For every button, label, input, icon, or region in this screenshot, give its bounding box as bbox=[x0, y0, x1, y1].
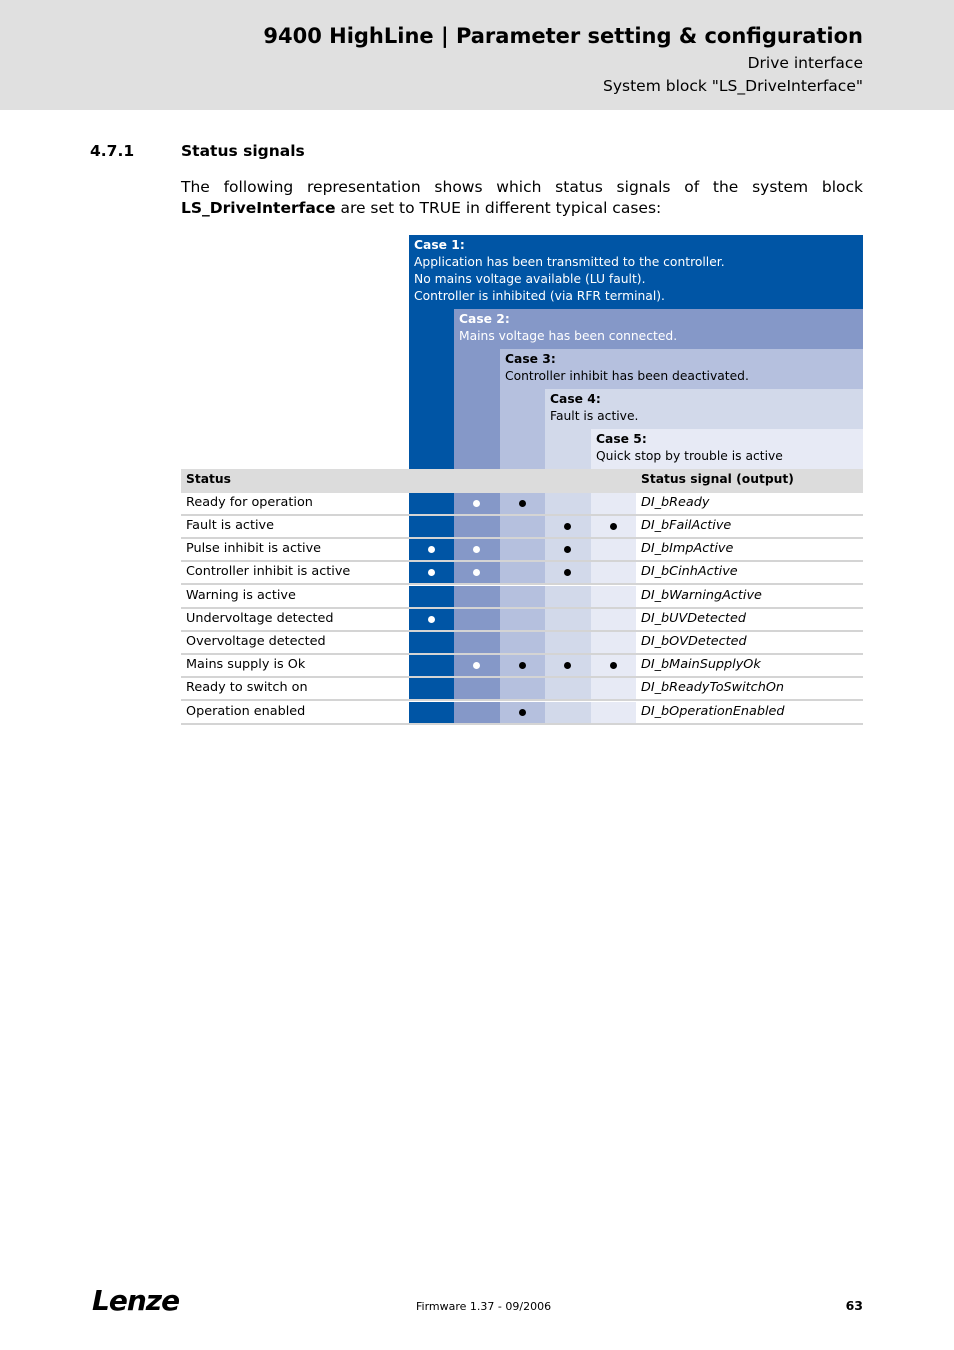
case1-cell bbox=[409, 562, 454, 583]
case2-cell bbox=[454, 678, 500, 699]
case1-cell bbox=[409, 539, 454, 560]
case3-cell bbox=[500, 678, 545, 699]
case1-cell bbox=[409, 586, 454, 607]
table-row bbox=[181, 702, 863, 725]
status-cell: Undervoltage detected bbox=[186, 611, 334, 626]
active-dot-icon bbox=[428, 546, 435, 553]
active-dot-icon bbox=[610, 662, 617, 669]
status-cell: Fault is active bbox=[186, 518, 274, 533]
table-row bbox=[181, 632, 863, 655]
signal-cell: DI_bFailActive bbox=[641, 518, 732, 533]
case5-cell bbox=[591, 586, 636, 607]
case2-cell bbox=[454, 655, 500, 676]
active-dot-icon bbox=[564, 662, 571, 669]
table-row bbox=[181, 586, 863, 609]
case4-cell bbox=[545, 562, 591, 583]
case2-cell bbox=[454, 516, 500, 537]
case1-cell bbox=[409, 655, 454, 676]
case2-cell bbox=[454, 539, 500, 560]
case2-cell bbox=[454, 586, 500, 607]
case4-cell bbox=[545, 678, 591, 699]
case5-cell bbox=[591, 493, 636, 514]
case2-box bbox=[454, 309, 863, 349]
case1-cell bbox=[409, 609, 454, 630]
case1-cell bbox=[409, 493, 454, 514]
chapter-subtitle: Drive interface bbox=[747, 54, 863, 72]
table-row bbox=[181, 493, 863, 516]
case3-cell bbox=[500, 539, 545, 560]
signal-cell: DI_bReadyToSwitchOn bbox=[641, 680, 785, 695]
case1-line1: Application has been transmitted to the controller. bbox=[414, 255, 725, 269]
case2-cell bbox=[454, 702, 500, 723]
case4-cell bbox=[545, 632, 591, 653]
case2-line1: Mains voltage has been connected. bbox=[459, 329, 678, 343]
case5-cell bbox=[591, 562, 636, 583]
case2-cell bbox=[454, 632, 500, 653]
case2-column-strip bbox=[454, 349, 500, 469]
case4-line1: Fault is active. bbox=[550, 409, 639, 423]
signal-cell: DI_bOVDetected bbox=[641, 634, 747, 649]
case3-cell bbox=[500, 702, 545, 723]
case4-cell bbox=[545, 493, 591, 514]
signal-cell: DI_bReady bbox=[641, 495, 710, 510]
table-row bbox=[181, 678, 863, 701]
case1-cell bbox=[409, 516, 454, 537]
case5-label: Case 5: bbox=[596, 432, 647, 446]
signal-cell: DI_bCinhActive bbox=[641, 564, 738, 579]
status-cell: Warning is active bbox=[186, 588, 296, 603]
case4-box bbox=[545, 389, 863, 429]
case1-cell bbox=[409, 702, 454, 723]
case2-label: Case 2: bbox=[459, 312, 510, 326]
table-header bbox=[181, 469, 863, 493]
page-header bbox=[0, 0, 954, 110]
firmware-version: Firmware 1.37 - 09/2006 bbox=[416, 1300, 552, 1313]
active-dot-icon bbox=[564, 523, 571, 530]
case2-cell bbox=[454, 609, 500, 630]
case1-line2: No mains voltage available (LU fault). bbox=[414, 272, 646, 286]
active-dot-icon bbox=[519, 662, 526, 669]
table-row bbox=[181, 562, 863, 585]
case2-cell bbox=[454, 493, 500, 514]
case2-cell bbox=[454, 562, 500, 583]
active-dot-icon bbox=[473, 500, 480, 507]
page-number: 63 bbox=[845, 1298, 863, 1313]
signal-cell: DI_bImpActive bbox=[641, 541, 734, 556]
section-title: Status signals bbox=[181, 142, 305, 160]
active-dot-icon bbox=[564, 569, 571, 576]
intro-text-after: are set to TRUE in different typical cases: bbox=[335, 199, 662, 217]
case5-box bbox=[591, 429, 863, 469]
status-cell: Ready to switch on bbox=[186, 680, 308, 695]
case4-cell bbox=[545, 702, 591, 723]
table-row bbox=[181, 609, 863, 632]
section-number: 4.7.1 bbox=[90, 142, 135, 160]
case5-cell bbox=[591, 702, 636, 723]
active-dot-icon bbox=[428, 616, 435, 623]
active-dot-icon bbox=[473, 569, 480, 576]
status-cell: Pulse inhibit is active bbox=[186, 541, 322, 556]
case4-cell bbox=[545, 586, 591, 607]
intro-text-before: The following representation shows which status signals of the system block bbox=[181, 178, 863, 196]
case5-cell bbox=[591, 655, 636, 676]
case4-column-strip bbox=[545, 429, 591, 469]
case1-cell bbox=[409, 632, 454, 653]
case1-column-strip bbox=[409, 309, 454, 469]
active-dot-icon bbox=[473, 662, 480, 669]
row-divider bbox=[181, 723, 863, 725]
table-row bbox=[181, 539, 863, 562]
status-cell: Controller inhibit is active bbox=[186, 564, 351, 579]
status-cell: Operation enabled bbox=[186, 704, 306, 719]
case1-box bbox=[409, 235, 863, 309]
signal-cell: DI_bWarningActive bbox=[641, 588, 762, 603]
lenze-logo: Lenze bbox=[92, 1284, 180, 1317]
signal-column-header: Status signal (output) bbox=[641, 472, 794, 486]
section-subtitle: System block "LS_DriveInterface" bbox=[603, 77, 863, 95]
case4-cell bbox=[545, 539, 591, 560]
intro-paragraph bbox=[181, 177, 863, 219]
case3-cell bbox=[500, 516, 545, 537]
status-cell: Mains supply is Ok bbox=[186, 657, 306, 672]
status-cell: Ready for operation bbox=[186, 495, 313, 510]
case1-cell bbox=[409, 678, 454, 699]
case5-cell bbox=[591, 678, 636, 699]
row-divider bbox=[181, 583, 863, 585]
active-dot-icon bbox=[473, 546, 480, 553]
case3-cell bbox=[500, 609, 545, 630]
signal-cell: DI_bMainSupplyOk bbox=[641, 657, 761, 672]
active-dot-icon bbox=[610, 523, 617, 530]
table-row bbox=[181, 655, 863, 678]
status-cell: Overvoltage detected bbox=[186, 634, 326, 649]
status-column-header: Status bbox=[186, 472, 231, 486]
case3-label: Case 3: bbox=[505, 352, 556, 366]
active-dot-icon bbox=[519, 500, 526, 507]
case3-cell bbox=[500, 632, 545, 653]
case4-cell bbox=[545, 516, 591, 537]
case4-cell bbox=[545, 609, 591, 630]
case3-cell bbox=[500, 586, 545, 607]
active-dot-icon bbox=[428, 569, 435, 576]
case3-cell bbox=[500, 562, 545, 583]
case5-line1: Quick stop by trouble is active bbox=[596, 449, 783, 463]
active-dot-icon bbox=[519, 709, 526, 716]
case1-line3: Controller is inhibited (via RFR terminal). bbox=[414, 289, 665, 303]
case5-cell bbox=[591, 539, 636, 560]
signal-cell: DI_bUVDetected bbox=[641, 611, 746, 626]
case3-cell bbox=[500, 493, 545, 514]
case3-line1: Controller inhibit has been deactivated. bbox=[505, 369, 749, 383]
signal-cell: DI_bOperationEnabled bbox=[641, 704, 785, 719]
case3-column-strip bbox=[500, 389, 545, 469]
case5-cell bbox=[591, 609, 636, 630]
case5-cell bbox=[591, 516, 636, 537]
case5-cell bbox=[591, 632, 636, 653]
case3-box bbox=[500, 349, 863, 389]
table-row bbox=[181, 516, 863, 539]
intro-block-name: LS_DriveInterface bbox=[181, 199, 336, 217]
row-divider bbox=[181, 699, 863, 701]
document-title: 9400 HighLine | Parameter setting & configuration bbox=[263, 24, 863, 48]
case4-cell bbox=[545, 655, 591, 676]
active-dot-icon bbox=[564, 546, 571, 553]
case3-cell bbox=[500, 655, 545, 676]
case4-label: Case 4: bbox=[550, 392, 601, 406]
case1-label: Case 1: bbox=[414, 238, 465, 252]
